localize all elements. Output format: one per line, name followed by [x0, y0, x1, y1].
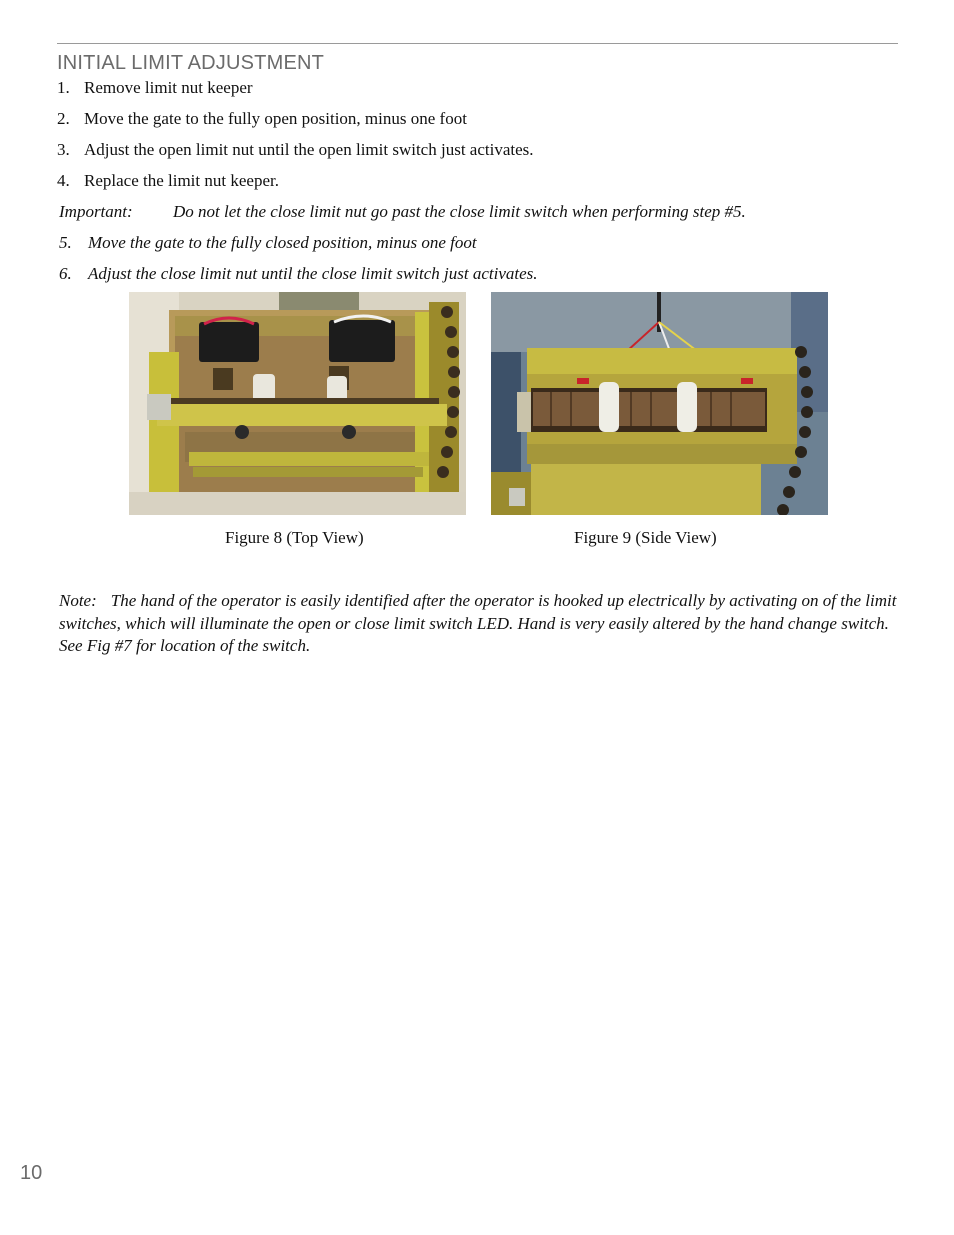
step-text: Adjust the close limit nut until the close limit switch just activates. [88, 264, 538, 283]
step-3 [57, 140, 534, 160]
step-number: 3. [57, 140, 70, 159]
header-rule [57, 43, 898, 44]
step-number: 1. [57, 78, 70, 97]
important-text: Do not let the close limit nut go past the close limit switch when performing step #5. [173, 202, 746, 221]
step-number: 6. [59, 264, 72, 283]
step-5 [59, 233, 477, 253]
step-1 [57, 78, 253, 98]
section-title: INITIAL LIMIT ADJUSTMENT [57, 52, 325, 74]
step-text: Replace the limit nut keeper. [84, 171, 279, 190]
step-6 [59, 264, 538, 284]
page-number: 10 [20, 1162, 43, 1184]
step-2 [57, 109, 467, 129]
important-label: Important: [59, 202, 133, 221]
step-text: Remove limit nut keeper [84, 78, 253, 97]
note [59, 590, 899, 658]
step-number: 4. [57, 171, 70, 190]
figure-8-photo [129, 292, 466, 515]
step-number: 5. [59, 233, 72, 252]
figure-9-photo [491, 292, 828, 515]
note-label: Note: [59, 591, 97, 610]
figure-9-caption: Figure 9 (Side View) [574, 528, 717, 547]
step-text: Move the gate to the fully open position, minus one foot [84, 109, 467, 128]
step-text: Move the gate to the fully closed position, minus one foot [88, 233, 477, 252]
important-notice [59, 202, 746, 222]
step-number: 2. [57, 109, 70, 128]
step-4 [57, 171, 279, 191]
step-text: Adjust the open limit nut until the open limit switch just activates. [84, 140, 534, 159]
note-text: The hand of the operator is easily identified after the operator is hooked up electrically by activating on of the limit switches, which will illuminate the open or close limit switch LED. Hand is very easily altered by the hand change switch. See Fig #7 for location of the switch. [59, 591, 897, 655]
figure-8-caption: Figure 8 (Top View) [225, 528, 364, 547]
